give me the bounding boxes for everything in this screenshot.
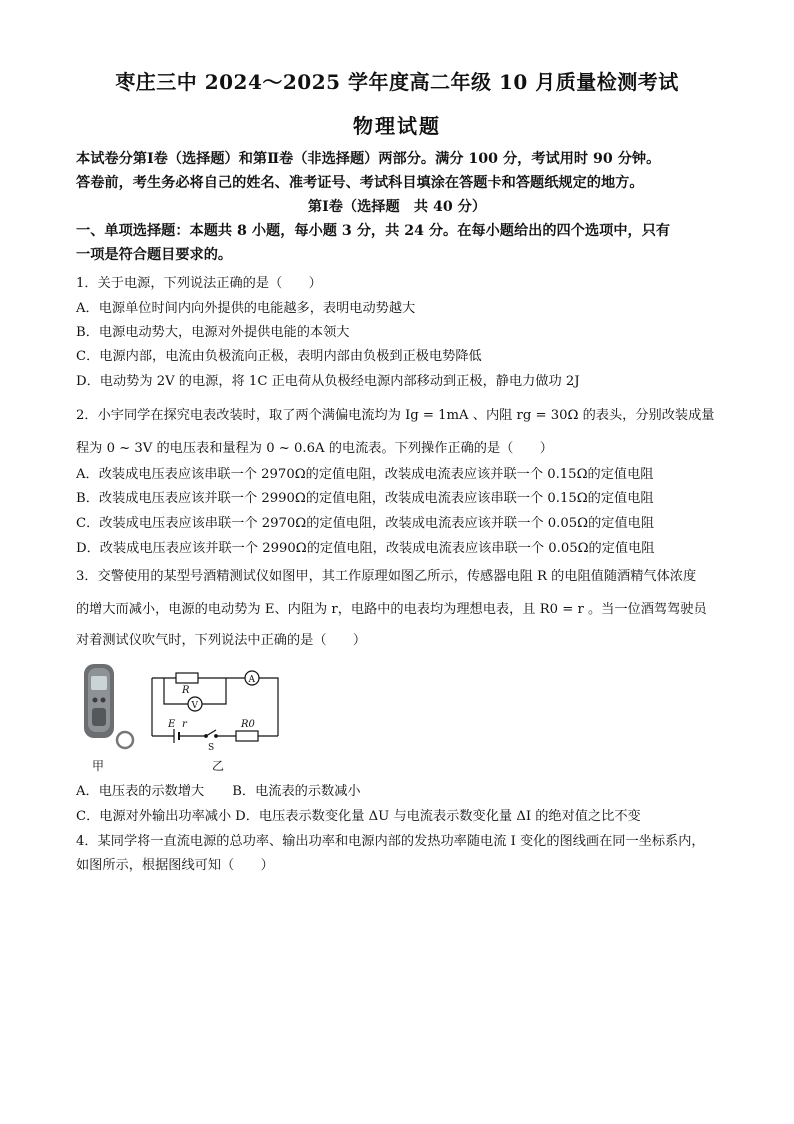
exam-subtitle: 物理试题 <box>353 114 441 138</box>
label-yi: 乙 <box>212 759 225 773</box>
label-switch: S <box>208 743 215 753</box>
q3-options-ab <box>76 783 726 801</box>
resistor-r0 <box>236 731 258 741</box>
label-small-r: r <box>182 719 187 730</box>
q3-option-b: B．电流表的示数减小 <box>232 784 361 799</box>
q1-option-a: A．电源单位时间内向外提供的电能越多，表明电动势越大 <box>76 301 416 316</box>
q2-stem-1: 2．小宇同学在探究电表改装时，取了两个满偏电流均为 Ig = 1mA 、内阻 rg = 30Ω 的表头，分别改装成量 <box>76 408 715 423</box>
resistor-r <box>176 673 198 683</box>
section-instruction-2: 一项是符合题目要求的。 <box>76 247 233 263</box>
q1-stem: 1．关于电源，下列说法正确的是（ ） <box>76 276 322 291</box>
q4-stem-1: 4．某同学将一直流电源的总功率、输出功率和电源内部的发热功率随电流 I 变化的图线画在同一坐标系内， <box>76 834 705 849</box>
breathalyzer-device-icon <box>84 664 133 748</box>
breathalyzer-circuit-figure <box>76 658 296 778</box>
circuit-diagram <box>152 671 278 743</box>
q2-option-c: C．改装成电压表应该串联一个 2970Ω的定值电阻，改装成电流表应该并联一个 0.05Ω的定值电阻 <box>76 516 655 531</box>
q2-stem-2: 程为 0 ~ 3V 的电压表和量程为 0 ~ 0.6A 的电流表。下列操作正确的是（ ） <box>76 441 553 456</box>
section-heading: 第Ⅰ卷（选择题 共 40 分） <box>307 199 487 215</box>
q3-stem-3: 对着测试仪吹气时，下列说法中正确的是（ ） <box>76 633 367 648</box>
label-e: E <box>168 719 176 730</box>
q2-option-d: D．改装成电压表应该并联一个 2990Ω的定值电阻，改装成电流表应该串联一个 0.05Ω的定值电阻 <box>76 541 655 556</box>
q3-option-d: D．电压表示数变化量 ΔU 与电流表示数变化量 ΔI 的绝对值之比不变 <box>235 809 641 824</box>
label-jia: 甲 <box>92 759 105 773</box>
q3-options-cd <box>76 808 726 826</box>
intro-line-1: 本试卷分第Ⅰ卷（选择题）和第Ⅱ卷（非选择题）两部分。满分 100 分，考试用时 90 分钟。 <box>76 151 661 167</box>
label-voltmeter: V <box>191 701 198 711</box>
label-r: R <box>182 685 190 696</box>
q3-figure <box>76 658 296 778</box>
q1-option-c: C．电源内部，电流由负极流向正极，表明内部由负极到正极电势降低 <box>76 349 482 364</box>
q3-stem-1: 3．交警使用的某型号酒精测试仪如图甲，其工作原理如图乙所示，传感器电阻 R 的电阻值随酒精气体浓度 <box>76 569 697 584</box>
q2-option-a: A．改装成电压表应该串联一个 2970Ω的定值电阻，改装成电流表应该并联一个 0.15Ω的定值电阻 <box>76 467 654 482</box>
q1-option-b: B．电源电动势大，电源对外提供电能的本领大 <box>76 325 350 340</box>
label-ammeter: A <box>248 675 255 685</box>
q3-option-c: C．电源对外输出功率减小 <box>76 809 232 824</box>
section-instruction-1: 一、单项选择题：本题共 8 小题，每小题 3 分，共 24 分。在每小题给出的四个选项中，只有 <box>76 223 671 239</box>
q2-option-b: B．改装成电压表应该并联一个 2990Ω的定值电阻，改装成电流表应该串联一个 0.15Ω的定值电阻 <box>76 491 654 506</box>
q4-stem-2: 如图所示，根据图线可知（ ） <box>76 858 274 873</box>
label-r0: R0 <box>241 719 255 730</box>
q3-stem-2: 的增大而减小，电源的电动势为 E、内阻为 r，电路中的电表均为理想电表，且 R0 = r 。当一位酒驾驾驶员 <box>76 602 707 617</box>
q3-option-a: A．电压表的示数增大 <box>76 784 205 799</box>
q1-option-d: D．电动势为 2V 的电源，将 1C 正电荷从负极经电源内部移动到正极，静电力做功 2J <box>76 374 580 389</box>
exam-title: 枣庄三中 2024～2025 学年度高二年级 10 月质量检测考试 <box>115 70 679 94</box>
intro-line-2: 答卷前，考生务必将自己的姓名、准考证号、考试科目填涂在答题卡和答题纸规定的地方。 <box>76 175 644 191</box>
